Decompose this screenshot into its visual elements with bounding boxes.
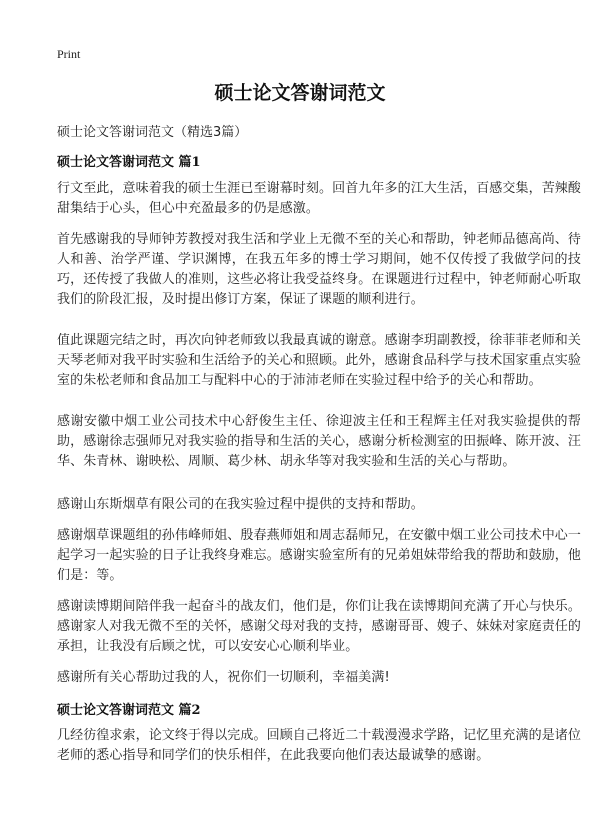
paragraph-closing: 感谢所有关心帮助过我的人，祝你们一切顺利，幸福美满! [57, 670, 390, 685]
document-subtitle: 硕士论文答谢词范文（精选3篇） [57, 125, 248, 140]
paragraph-teachers: 值此课题完结之时，再次向钟老师致以我最真诚的谢意。感谢李玥副教授，徐菲菲老师和关天琴老师对我平时实验和生活给予的关心和照顾。此外，感谢食品科学与技术国家重点实验室的朱松老师和食品加工与配料中心的于沛沛老师在实验过程中给予的关心和帮助。 [57, 333, 582, 388]
paragraph-section2-intro: 几经彷徨求索，论文终于得以完成。回顾自己将近二十载漫漫求学路，记忆里充满的是诸位老师的悉心指导和同学们的快乐相伴，在此我要向他们表达最诚挚的感谢。 [57, 728, 582, 763]
paragraph-family: 感谢读博期间陪伴我一起奋斗的战友们，他们是，你们让我在读博期间充满了开心与快乐。感谢家人对我无微不至的关怀，感谢父母对我的支持，感谢哥哥、嫂子、妹妹对家庭责任的承担，让我没有后顾之忧，可以安安心心顺利毕业。 [57, 599, 582, 654]
print-link[interactable]: Print [57, 47, 81, 61]
paragraph-intro: 行文至此，意味着我的硕士生涯已至谢幕时刻。回首九年多的江大生活，百感交集，苦辣酸甜集结于心头，但心中充盈最多的仍是感激。 [57, 181, 582, 216]
paragraph-lab-mates: 感谢烟草课题组的孙伟峰师姐、殷春燕师姐和周志磊师兄，在安徽中烟工业公司技术中心一起学习一起实验的日子让我终身难忘。感谢实验室所有的兄弟姐妹带给我的帮助和鼓励，他们是：等。 [57, 528, 582, 583]
paragraph-anhui-center: 感谢安徽中烟工业公司技术中心舒俊生主任、徐迎波主任和王程辉主任对我实验提供的帮助，感谢徐志强师兄对我实验的指导和生活的关心，感谢分析检测室的田振峰、陈开波、汪华、朱青林、谢映松、周顺、葛少林、胡永华等对我实验和生活的关心与帮助。 [57, 414, 582, 469]
paragraph-shandong: 感谢山东斯烟草有限公司的在我实验过程中提供的支持和帮助。 [57, 497, 424, 512]
paragraph-advisor: 首先感谢我的导师钟芳教授对我生活和学业上无微不至的关心和帮助，钟老师品德高尚、待人和善、治学严谨、学识渊博，在我五年多的博士学习期间，她不仅传授了我做学问的技巧，还传授了我做人的准则，这些必将让我受益终身。在课题进行过程中，钟老师耐心听取我们的阶段汇报，及时提出修订方案，保证了课题的顺利进行。 [57, 232, 582, 307]
section-heading-1: 硕士论文答谢词范文 篇1 [57, 155, 201, 170]
page-title: 硕士论文答谢词范文 [214, 82, 386, 104]
section-heading-2: 硕士论文答谢词范文 篇2 [57, 703, 201, 718]
